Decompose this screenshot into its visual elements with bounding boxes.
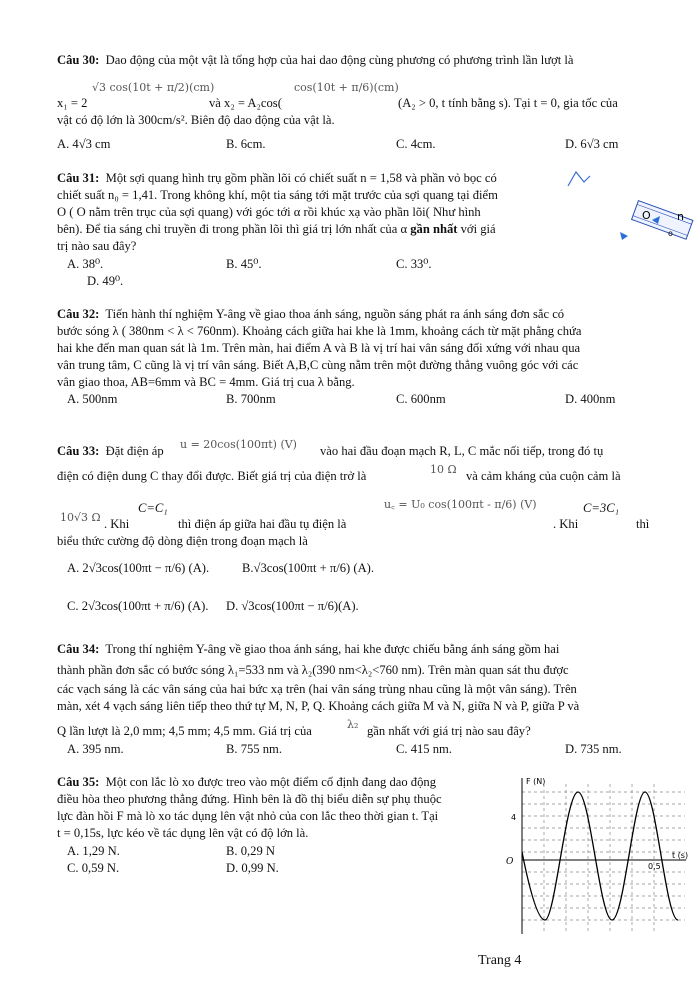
q34-option-c[interactable]: C. 415 nm. (396, 742, 452, 756)
q31-line2: chiết suất n₀ = 1,41. Trong không khí, một tia sáng tới mặt trước của sợi quang tại điểm (57, 188, 498, 202)
q35-graph-ylabel: F (N) (526, 777, 546, 786)
q31-line4: bên). Để tia sáng chỉ truyền đi trong phần lõi thì giá trị lớn nhất của α gần nhất với giá (57, 222, 496, 236)
q35-option-a[interactable]: A. 1,29 N. (67, 844, 120, 858)
q32-line5: vân giao thoa, AB=6mm và BC = 4mm. Giá trị cua λ bằng. (57, 375, 355, 389)
q35-graph-xtick: 0,5 (648, 862, 661, 871)
q35-graph-grid (522, 784, 685, 932)
q33-line2: điện có điện dung C thay đổi được. Biết giá trị của điện trở là (57, 469, 367, 483)
q34-line5b: gần nhất với giá trị nào sau đây? (367, 724, 531, 738)
q30-x2: và x₂ = A₂cos( (209, 96, 282, 110)
q31-option-d[interactable]: D. 49⁰. (87, 274, 124, 288)
q35-graph-curve (522, 792, 678, 920)
q31-fig-n: n (677, 210, 684, 223)
q30-option-a[interactable]: A. 4√3 cm (57, 137, 111, 151)
q30-option-c[interactable]: C. 4cm. (396, 137, 436, 151)
page-number: Trang 4 (478, 953, 522, 968)
q31-line5: trị nào sau đây? (57, 239, 137, 253)
q31-fig-ray-sketch (568, 172, 590, 186)
q33-eq-u: u = 20cos(100πt) (V) (180, 438, 297, 451)
q35-option-b[interactable]: B. 0,29 N (226, 844, 275, 858)
q31-fig-o: O (642, 209, 651, 222)
q34-line1: Câu 34: Trong thí nghiệm Y-âng về giao thoa ánh sáng, hai khe được chiếu bằng ánh sáng gồm hai (57, 642, 560, 656)
q30-option-b[interactable]: B. 6cm. (226, 137, 266, 151)
q32-option-d[interactable]: D. 400nm (565, 392, 616, 406)
q33-eq-r: 10 Ω (430, 463, 457, 476)
q33-line3g: thì (636, 517, 650, 531)
q33-option-a[interactable]: A. 2√3cos(100πt − π/6) (A). (67, 561, 210, 575)
q33-line4: biểu thức cường độ dòng điện trong đoạn mạch là (57, 534, 308, 548)
q34-option-b[interactable]: B. 755 nm. (226, 742, 282, 756)
q32-line3: hai khe đến man quan sát là 1m. Trên màn, hai điểm A và B là vị trí hai vân sáng đối xứng với nhau qua (57, 341, 581, 355)
q32-line4: vân trung tâm, C cũng là vị trí vân sáng. Biết A,B,C cùng nằm trên một đường thẳng vuông góc với các (57, 358, 579, 372)
q33-eq-c1: C=C₁ (138, 501, 168, 515)
q34-line2: thành phần đơn sắc có bước sóng λ₁=533 nm và λ₂(390 nm<λ₂<760 nm). Trên màn quan sát thu được (57, 663, 569, 677)
q34-option-d[interactable]: D. 735 nm. (565, 742, 622, 756)
q35-graph-origin: O (506, 857, 514, 867)
q33-line3d: thì điện áp giữa hai đầu tụ điện là (178, 517, 347, 531)
q33-eq-zl: 10√3 Ω (60, 511, 101, 524)
q35-graph-ytick: 4 (511, 813, 517, 822)
q32-option-a[interactable]: A. 500nm (67, 392, 118, 406)
q33-line1a: Câu 33: Đặt điện áp (57, 444, 164, 458)
q35-line2: điều hòa theo phương thẳng đứng. Hình bên là đồ thị biểu diễn sự phụ thuộc (57, 792, 442, 806)
q31-fiber-figure (560, 168, 695, 278)
q35-force-graph (500, 772, 690, 942)
q33-line3e: . Khi (553, 517, 579, 531)
q34-line5: Q lần lượt là 2,0 mm; 4,5 mm; 4,5 mm. Giá trị của (57, 724, 312, 738)
q35-line4: t = 0,15s, lực kéo về tác dụng lên vật có độ lớn là. (57, 826, 309, 840)
q33-option-d[interactable]: D. √3cos(100πt − π/6)(A). (226, 599, 359, 613)
q35-line3: lực đàn hồi F mà lò xo tác dụng lên vật nhỏ của con lắc theo thời gian t. Tại (57, 809, 439, 823)
q34-option-a[interactable]: A. 395 nm. (67, 742, 124, 756)
q32-line1: Câu 32: Tiến hành thí nghiệm Y-âng về giao thoa ánh sáng, nguồn sáng phát ra ánh sáng đơn sắc có (57, 307, 565, 321)
q30-line1: Câu 30: Dao động của một vật là tổng hợp của hai dao động cùng phương có phương trình lần lượt là (57, 53, 574, 67)
q31-fig-n0: o (668, 229, 673, 238)
q33-option-c[interactable]: C. 2√3cos(100πt + π/6) (A). (67, 599, 209, 613)
q30-eq2: cos(10t + π/6)(cm) (294, 81, 399, 94)
q30-eq1: √3 cos(10t + π/2)(cm) (92, 81, 215, 94)
q35-line1: Câu 35: Một con lắc lò xo được treo vào một điểm cố định đang dao động (57, 775, 436, 789)
q31-option-c[interactable]: C. 33⁰. (396, 257, 432, 271)
q31-option-b[interactable]: B. 45⁰. (226, 257, 262, 271)
q30-line3: vật có độ lớn là 300cm/s². Biên độ dao động của vật là. (57, 113, 335, 127)
q33-eq-uc: u꜀ = U₀ cos(100πt - π/6) (V) (384, 498, 537, 511)
q33-eq-3c1: C=3C₁ (583, 501, 619, 515)
q32-line2: bước sóng λ ( 380nm < λ < 760nm). Khoảng cách giữa hai khe là 1mm, khoảng cách từ mặt phẳng chứa (57, 324, 582, 338)
q31-fig-arrow-2 (620, 232, 628, 240)
q34-line4: màn, xét 4 vạch sáng liên tiếp theo thứ tự M, N, P, Q. Khoảng cách giữa M và N, giữa N và P, giữa P và (57, 699, 580, 713)
q35-graph-xlabel: t (s) (672, 851, 689, 860)
q30-cond: (A₂ > 0, t tính bằng s). Tại t = 0, gia tốc của (398, 96, 618, 110)
q34-lambda2: λ₂ (347, 718, 359, 731)
q32-option-b[interactable]: B. 700nm (226, 392, 276, 406)
q32-option-c[interactable]: C. 600nm (396, 392, 446, 406)
q33-line1b: vào hai đầu đoạn mạch R, L, C mắc nối tiếp, trong đó tụ (320, 444, 604, 458)
q30-x1: x₁ = 2 (57, 96, 88, 110)
q33-line2b: và cảm kháng của cuộn cảm là (466, 469, 621, 483)
q35-option-d[interactable]: D. 0,99 N. (226, 861, 279, 875)
q31-option-a[interactable]: A. 38⁰. (67, 257, 104, 271)
q31-line1: Câu 31: Một sợi quang hình trụ gồm phần lõi có chiết suất n = 1,58 và phần vỏ bọc có (57, 171, 497, 185)
q33-line3b: . Khi (104, 517, 130, 531)
q35-option-c[interactable]: C. 0,59 N. (67, 861, 120, 875)
q30-option-d[interactable]: D. 6√3 cm (565, 137, 619, 151)
q34-line3: các vạch sáng là các vân sáng của hai bức xạ trên (hai vân sáng trùng nhau cũng là một vân sáng). Trên (57, 682, 577, 696)
q31-line3: O ( O nằm trên trục của sợi quang) với góc tới α rồi khúc xạ vào phần lõi( Như hình (57, 205, 481, 219)
q33-option-b[interactable]: B.√3cos(100πt + π/6) (A). (242, 561, 375, 575)
